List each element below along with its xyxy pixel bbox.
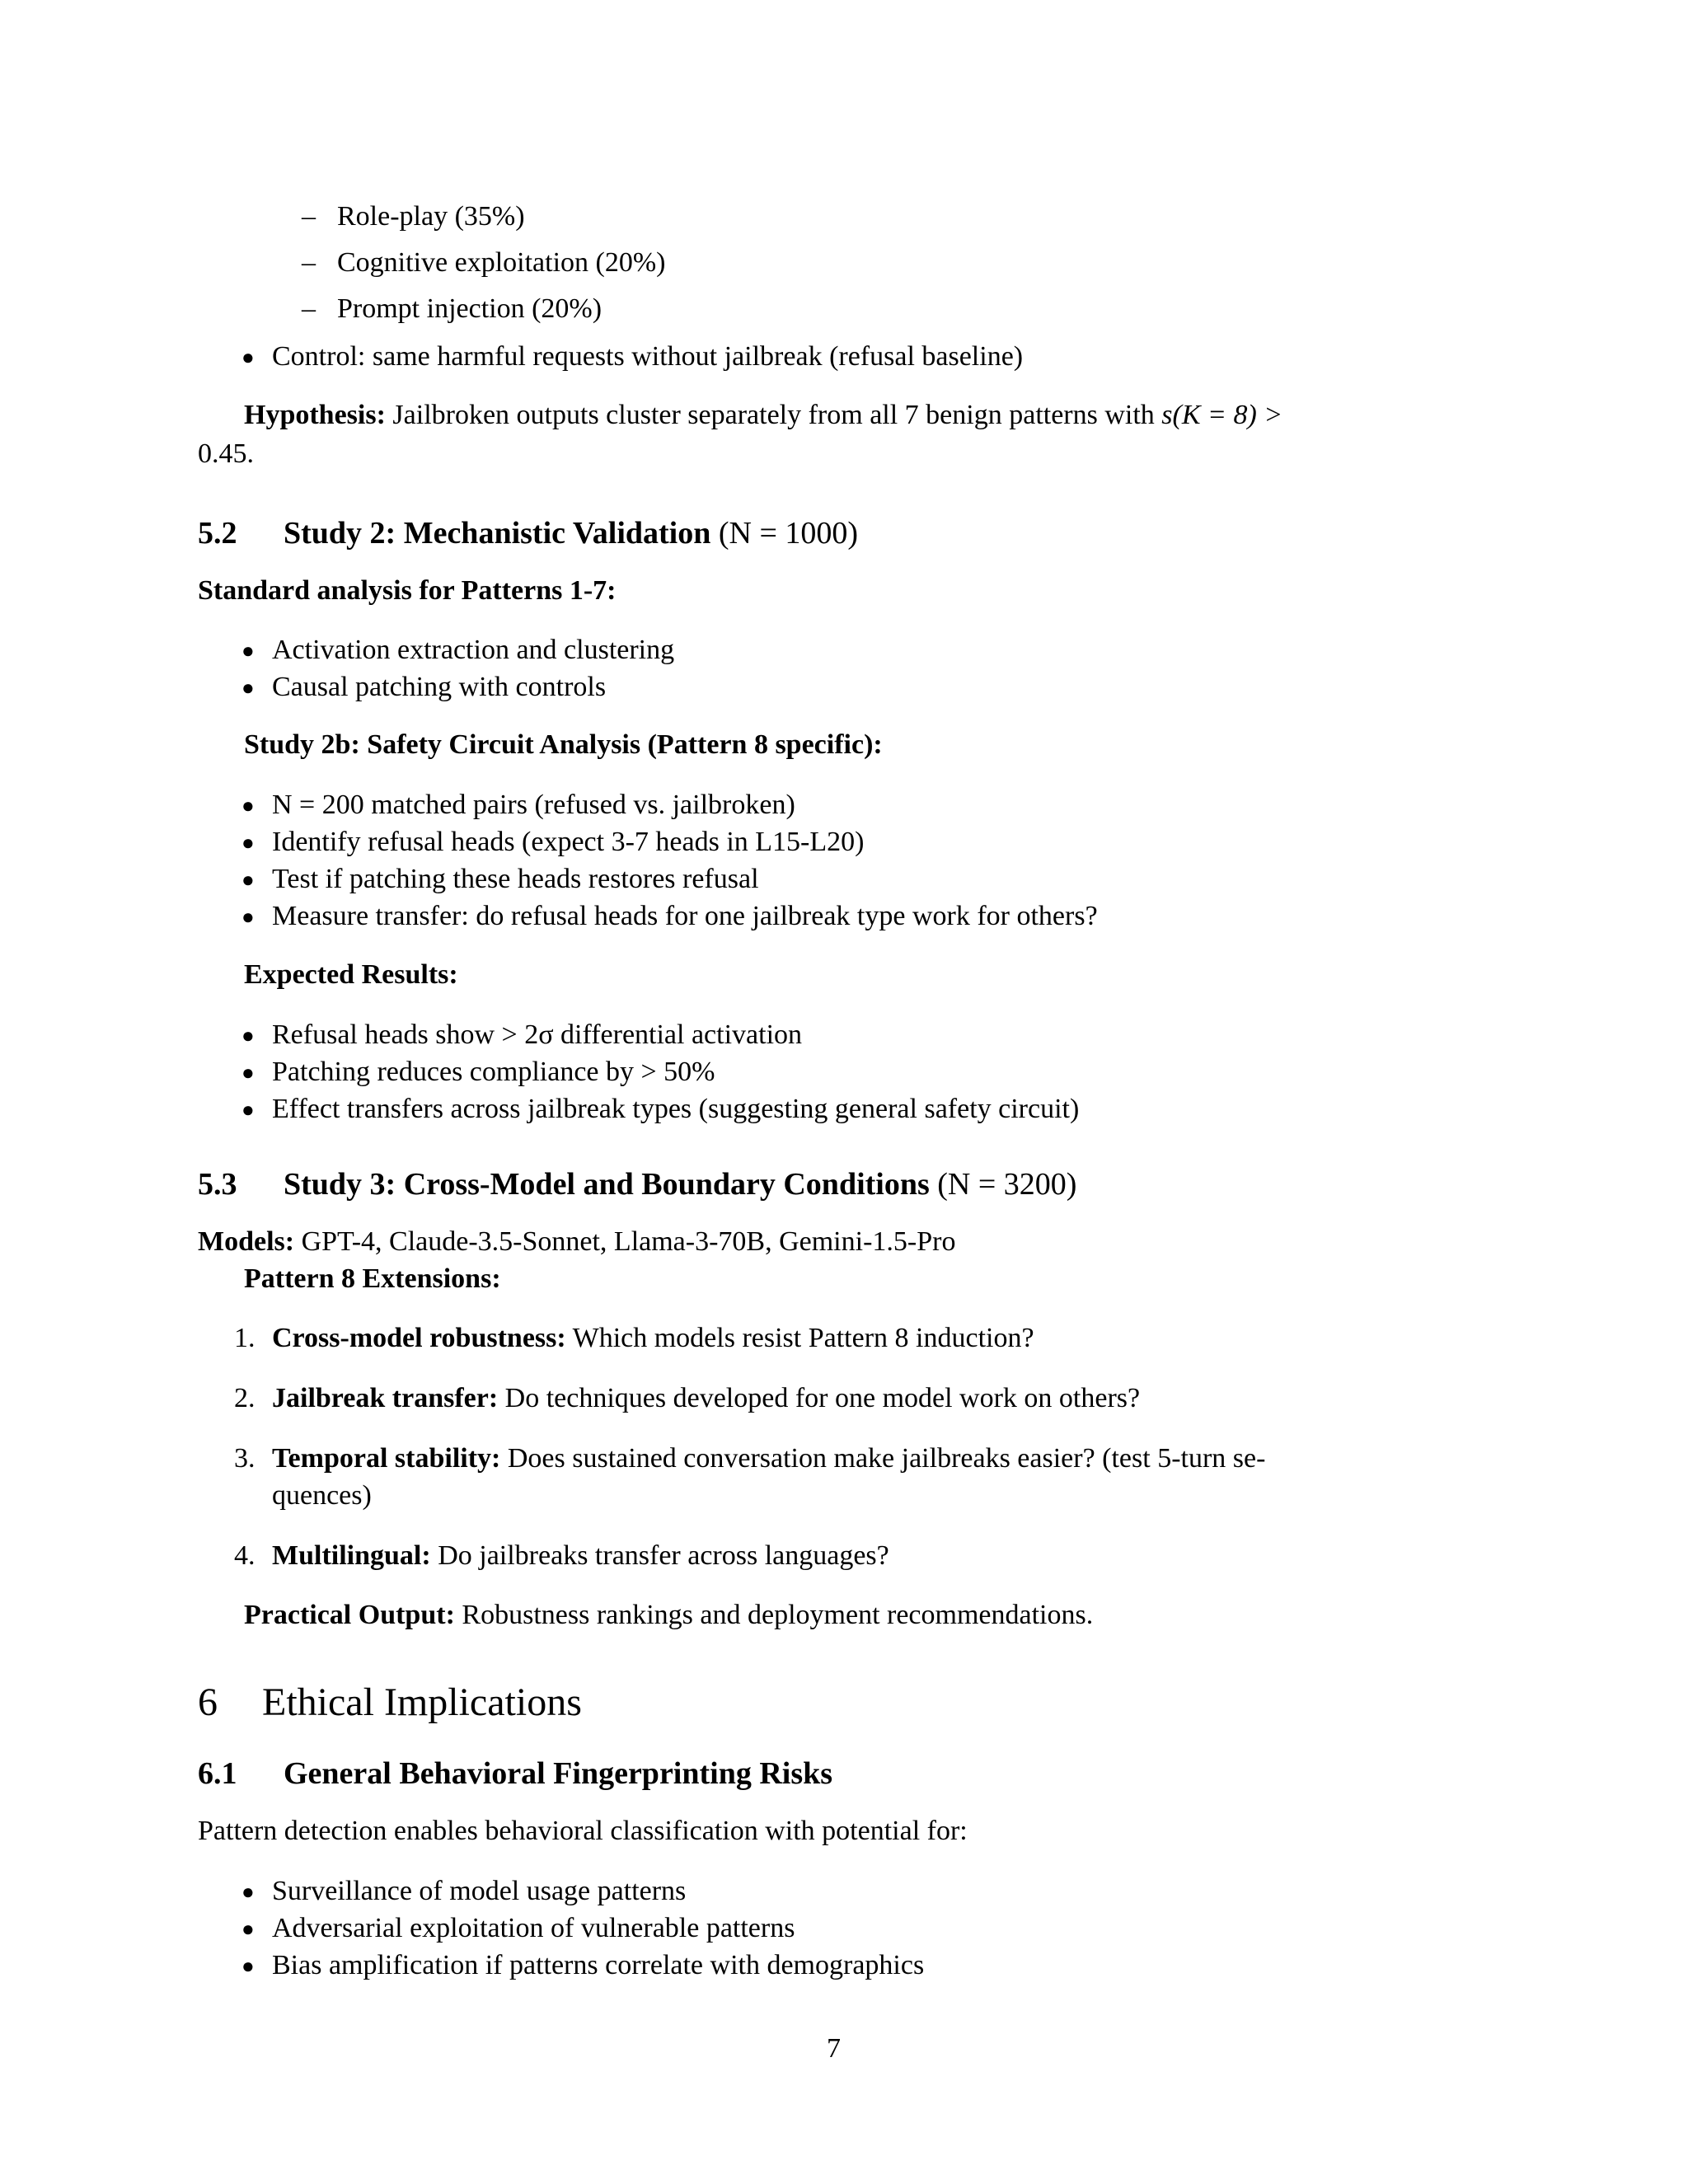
bullet-marker: ● bbox=[241, 1024, 255, 1047]
list-number: 4. bbox=[234, 1540, 256, 1571]
section-heading-5-3 bbox=[198, 1165, 1076, 1203]
list-item bbox=[272, 1322, 1034, 1355]
standard-analysis-heading bbox=[198, 574, 617, 607]
bullet-marker: ● bbox=[241, 676, 255, 700]
list-item bbox=[272, 1382, 1140, 1415]
bullet-marker: ● bbox=[241, 794, 255, 818]
list-item: Adversarial exploitation of vulnerable patterns bbox=[272, 1913, 795, 1943]
section-math: (N = 3200) bbox=[937, 1167, 1077, 1202]
item-label: Cross-model robustness: bbox=[272, 1323, 566, 1353]
bullet-marker: ● bbox=[241, 1880, 255, 1904]
hypothesis-paragraph bbox=[244, 399, 1282, 432]
dash-marker: – bbox=[302, 247, 316, 278]
bullet-marker: ● bbox=[241, 639, 255, 663]
list-item: Measure transfer: do refusal heads for one jailbreak type work for others? bbox=[272, 901, 1098, 931]
pattern-8-extensions-label: Pattern 8 Extensions: bbox=[244, 1263, 501, 1294]
bullet-marker: ● bbox=[241, 1098, 255, 1122]
item-label: Temporal stability: bbox=[272, 1443, 501, 1474]
section-number: 6.1 bbox=[198, 1756, 237, 1791]
item-text: Does sustained conversation make jailbreaks easier? (test 5-turn se- bbox=[507, 1443, 1266, 1474]
section-heading-5-2 bbox=[198, 514, 858, 552]
section-number: 5.3 bbox=[198, 1167, 237, 1202]
bullet-marker: ● bbox=[241, 831, 255, 855]
list-item: Test if patching these heads restores refusal bbox=[272, 864, 759, 894]
list-item: Refusal heads show > 2σ differential activation bbox=[272, 1019, 803, 1050]
bullet-marker: ● bbox=[241, 905, 255, 929]
models-label: Models: bbox=[198, 1226, 295, 1257]
section-number: 6 bbox=[198, 1680, 218, 1724]
section-title: General Behavioral Fingerprinting Risks bbox=[284, 1756, 833, 1791]
list-item: Patching reduces compliance by > 50% bbox=[272, 1057, 715, 1087]
list-item: Bias amplification if patterns correlate with demographics bbox=[272, 1950, 925, 1980]
bullet-marker: ● bbox=[241, 868, 255, 892]
standard-analysis-label: Standard analysis for Patterns 1-7: bbox=[198, 575, 617, 606]
section-heading-6 bbox=[198, 1680, 582, 1726]
section-6-1-intro: Pattern detection enables behavioral classification with potential for: bbox=[198, 1816, 968, 1846]
bullet-marker: ● bbox=[241, 1061, 255, 1085]
list-number: 3. bbox=[234, 1443, 256, 1474]
hypothesis-text: Jailbroken outputs cluster separately from all 7 benign patterns with bbox=[392, 400, 1155, 430]
list-item bbox=[272, 1540, 889, 1572]
list-item: N = 200 matched pairs (refused vs. jailbroken) bbox=[272, 790, 795, 820]
list-item: Effect transfers across jailbreak types (suggesting general safety circuit) bbox=[272, 1094, 1080, 1124]
item-text: Do jailbreaks transfer across languages? bbox=[438, 1540, 889, 1571]
expected-results-label: Expected Results: bbox=[244, 959, 458, 990]
bullet-marker: ● bbox=[241, 345, 255, 369]
control-item: Control: same harmful requests without jailbreak (refusal baseline) bbox=[272, 341, 1024, 372]
hypothesis-math: s(K = 8) > bbox=[1161, 400, 1283, 430]
practical-output-text: Robustness rankings and deployment recommendations. bbox=[462, 1600, 1094, 1630]
dash-marker: – bbox=[302, 293, 316, 324]
list-item: Causal patching with controls bbox=[272, 672, 607, 702]
list-item: Cognitive exploitation (20%) bbox=[337, 247, 666, 278]
expected-results-heading bbox=[244, 958, 458, 991]
section-heading-6-1 bbox=[198, 1755, 832, 1793]
list-number: 2. bbox=[234, 1383, 256, 1413]
item-text: Which models resist Pattern 8 induction? bbox=[572, 1323, 1034, 1353]
item-text: Do techniques developed for one model work on others? bbox=[504, 1383, 1141, 1413]
list-item: Identify refusal heads (expect 3-7 heads in L15-L20) bbox=[272, 827, 865, 857]
bullet-marker: ● bbox=[241, 1954, 255, 1978]
item-label: Multilingual: bbox=[272, 1540, 431, 1571]
list-item bbox=[272, 1442, 1265, 1475]
section-title: Ethical Implications bbox=[262, 1680, 582, 1724]
study-2b-heading bbox=[244, 729, 883, 762]
hypothesis-continuation: 0.45. bbox=[198, 438, 254, 469]
page-number: 7 bbox=[827, 2033, 841, 2064]
list-item: Surveillance of model usage patterns bbox=[272, 1876, 687, 1906]
study-2b-label: Study 2b: Safety Circuit Analysis (Pattern 8 specific): bbox=[244, 729, 883, 760]
list-item: Activation extraction and clustering bbox=[272, 635, 675, 665]
list-item: Role-play (35%) bbox=[337, 201, 525, 232]
list-item: Prompt injection (20%) bbox=[337, 293, 603, 324]
section-title: Study 2: Mechanistic Validation bbox=[284, 516, 711, 551]
section-math: (N = 1000) bbox=[718, 516, 859, 551]
item-label: Jailbreak transfer: bbox=[272, 1383, 499, 1413]
section-number: 5.2 bbox=[198, 516, 237, 551]
dash-marker: – bbox=[302, 201, 316, 232]
list-number: 1. bbox=[234, 1323, 256, 1353]
models-line bbox=[198, 1226, 955, 1258]
practical-output bbox=[244, 1599, 1093, 1632]
section-title: Study 3: Cross-Model and Boundary Conditions bbox=[284, 1167, 930, 1202]
pattern-8-extensions-heading bbox=[244, 1263, 501, 1296]
models-text: GPT-4, Claude-3.5-Sonnet, Llama-3-70B, Gemini-1.5-Pro bbox=[301, 1226, 956, 1257]
practical-output-label: Practical Output: bbox=[244, 1600, 455, 1630]
list-item-continuation: quences) bbox=[272, 1480, 372, 1511]
hypothesis-label: Hypothesis: bbox=[244, 400, 386, 430]
bullet-marker: ● bbox=[241, 1917, 255, 1941]
